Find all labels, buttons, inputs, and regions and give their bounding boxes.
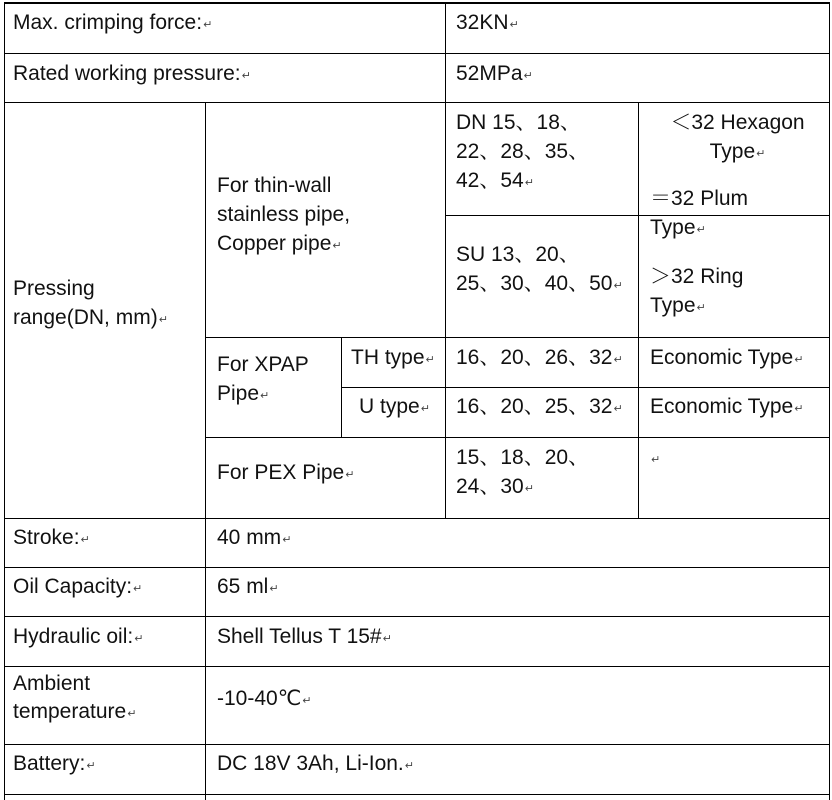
max-force-label: Max. crimping force:↵: [13, 11, 213, 34]
paragraph-mark: ↵: [127, 707, 137, 720]
paragraph-mark: ↵: [524, 176, 534, 189]
su-sizes: SU 13、20、 25、30、40、50↵: [456, 243, 623, 295]
row-divider: [205, 437, 830, 438]
paragraph-mark: ↵: [651, 453, 661, 466]
rated-pressure-label: Rated working pressure:↵: [13, 62, 251, 85]
paragraph-mark: ↵: [696, 301, 706, 314]
table-border-right: [829, 2, 830, 800]
row-divider: [341, 387, 830, 388]
hydraulic-oil-value: Shell Tellus T 15#↵: [217, 625, 392, 648]
stroke-label: Stroke:↵: [13, 526, 90, 549]
paragraph-mark: ↵: [282, 533, 292, 546]
ambient-temperature-label: Ambient temperature↵: [13, 672, 137, 723]
paragraph-mark: ↵: [134, 632, 144, 645]
row-divider: [4, 518, 830, 519]
row-divider: [4, 102, 830, 103]
pex-type: [650, 443, 660, 474]
column-divider: [445, 2, 446, 102]
max-force-value: 32KN↵: [456, 11, 519, 34]
paragraph-mark: ↵: [613, 353, 623, 366]
paragraph-mark: ↵: [80, 533, 90, 546]
hexagon-type: ＜32 Hexagon Type↵: [670, 111, 805, 163]
th-type-label: TH type↵: [351, 346, 435, 369]
paragraph-mark: ↵: [794, 402, 804, 415]
plum-type: ＝32 Plum Type↵: [650, 187, 749, 239]
paragraph-mark: ↵: [382, 632, 392, 645]
dn-sizes: DN 15、18、 22、28、35、 42、54↵: [456, 111, 590, 192]
paragraph-mark: ↵: [203, 18, 213, 31]
paragraph-mark: ↵: [133, 582, 143, 595]
oil-capacity-label: Oil Capacity:↵: [13, 575, 143, 598]
ambient-temperature-value: -10-40℃↵: [217, 687, 312, 710]
paragraph-mark: ↵: [158, 313, 168, 326]
paragraph-mark: ↵: [332, 239, 342, 252]
th-economic-type: Economic Type↵: [650, 346, 804, 369]
table-border-top: [4, 2, 830, 4]
column-divider: [341, 337, 342, 437]
thin-wall-pipe-label: For thin-wall stainless pipe, Copper pipe↵: [217, 174, 351, 255]
table-border-left: [4, 2, 5, 800]
paragraph-mark: ↵: [523, 69, 533, 82]
hydraulic-oil-label: Hydraulic oil:↵: [13, 625, 144, 648]
row-divider: [4, 53, 830, 54]
row-divider: [4, 794, 830, 795]
row-divider: [4, 567, 830, 568]
stroke-value: 40 mm↵: [217, 526, 292, 549]
pex-sizes: 15、18、20、 24、30↵: [456, 446, 590, 498]
paragraph-mark: ↵: [241, 69, 251, 82]
paragraph-mark: ↵: [425, 353, 435, 366]
ring-type: ＞32 Ring Type↵: [650, 265, 744, 317]
paragraph-mark: ↵: [756, 147, 766, 160]
xpap-pipe-label: For XPAP Pipe↵: [217, 353, 309, 405]
paragraph-mark: ↵: [613, 402, 623, 415]
row-divider: [4, 744, 830, 745]
paragraph-mark: ↵: [404, 759, 414, 772]
battery-value: DC 18V 3Ah, Li-Ion.↵: [217, 752, 414, 775]
paragraph-mark: ↵: [345, 468, 355, 481]
paragraph-mark: ↵: [524, 482, 534, 495]
column-divider: [445, 102, 446, 518]
pex-pipe-label: For PEX Pipe↵: [217, 461, 355, 484]
paragraph-mark: ↵: [509, 18, 519, 31]
column-divider: [205, 102, 206, 800]
u-economic-type: Economic Type↵: [650, 395, 804, 418]
paragraph-mark: ↵: [613, 279, 623, 292]
paragraph-mark: ↵: [794, 353, 804, 366]
rated-pressure-value: 52MPa↵: [456, 62, 533, 85]
paragraph-mark: ↵: [696, 223, 706, 236]
u-sizes: 16、20、25、32↵: [456, 395, 623, 418]
th-sizes: 16、20、26、32↵: [456, 346, 623, 369]
oil-capacity-value: 65 ml↵: [217, 575, 279, 598]
row-divider: [4, 616, 830, 617]
row-divider: [205, 337, 830, 338]
paragraph-mark: ↵: [302, 694, 312, 707]
u-type-label: U type↵: [359, 395, 430, 418]
battery-label: Battery:↵: [13, 752, 96, 775]
row-divider: [4, 666, 830, 667]
column-divider: [638, 102, 639, 518]
pressing-range-label: Pressing range(DN, mm)↵: [13, 277, 168, 329]
paragraph-mark: ↵: [269, 582, 279, 595]
paragraph-mark: ↵: [420, 402, 430, 415]
paragraph-mark: ↵: [260, 389, 270, 402]
paragraph-mark: ↵: [86, 759, 96, 772]
